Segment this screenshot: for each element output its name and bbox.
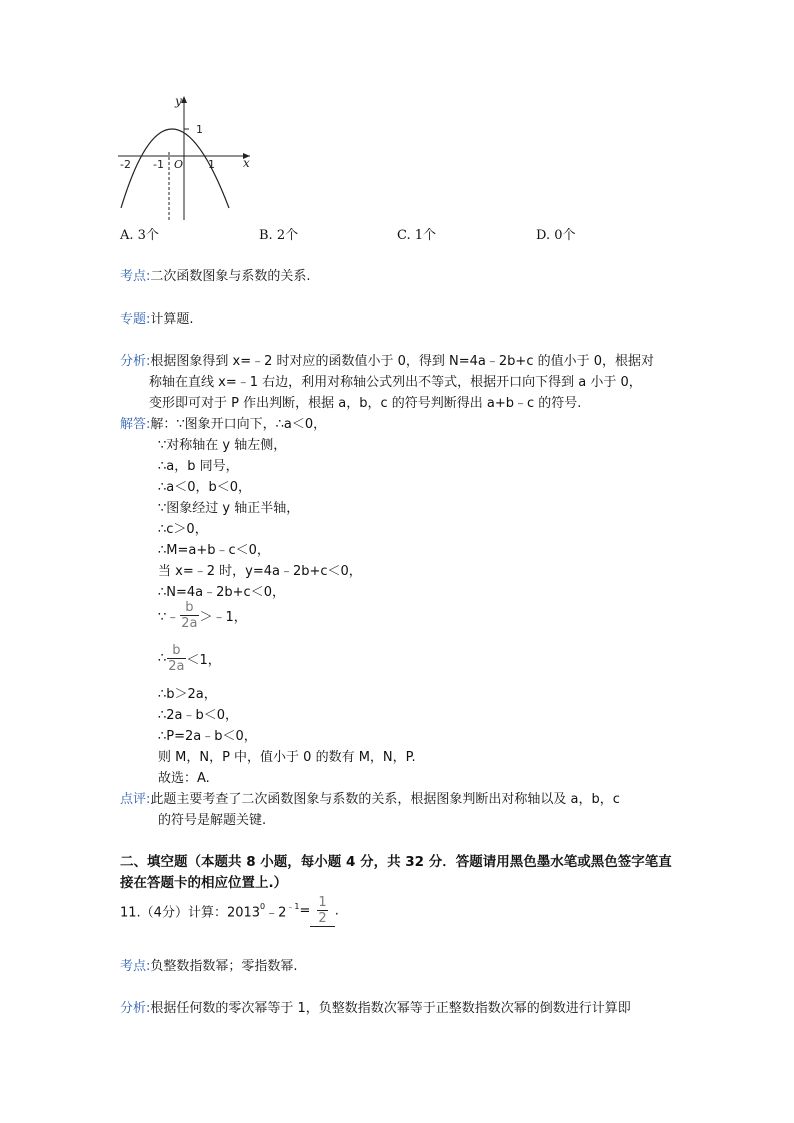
q11-stem bbox=[120, 895, 339, 927]
origin-label: O bbox=[174, 158, 184, 171]
q11-stem-eq: = bbox=[299, 903, 311, 919]
fraction-numerator: b bbox=[167, 643, 185, 659]
jieda-line-4: ∴a＜0，b＜0， bbox=[158, 480, 252, 495]
tick-label-neg1: -1 bbox=[153, 158, 164, 171]
option-c: C. 1个 bbox=[397, 228, 437, 243]
q11-sup-neg1: ﹣1 bbox=[286, 902, 300, 912]
parabola-graph bbox=[112, 90, 262, 222]
jieda-line-12: ∴b＞2a， bbox=[158, 687, 217, 702]
dianping-line-1: 此题主要考查了二次函数图象与系数的关系，根据图象判断出对称轴以及 a，b，c bbox=[150, 792, 620, 807]
tick-label-y1: 1 bbox=[196, 123, 203, 136]
y-axis-arrow bbox=[181, 96, 187, 103]
dianping-line-2: 的符号是解题关键. bbox=[158, 813, 267, 828]
fenxi-line-1: 根据图象得到 x=﹣2 时对应的函数值小于 0，得到 N=4a﹣2b+c 的值小于 0，根据对 bbox=[150, 354, 655, 369]
fraction-denominator: 2a bbox=[168, 659, 185, 674]
kaodian-text: 二次函数图象与系数的关系. bbox=[150, 269, 311, 284]
jieda-line-9: ∴N=4a﹣2b+c＜0， bbox=[158, 585, 285, 600]
q11-kaodian bbox=[120, 955, 298, 974]
fenxi-label: 分析: bbox=[120, 354, 151, 369]
jieda-line-16: 故选：A. bbox=[158, 771, 210, 786]
option-b: B. 2个 bbox=[259, 228, 299, 243]
option-a: A. 3个 bbox=[120, 228, 159, 243]
jieda-line-3: ∴a，b 同号， bbox=[158, 459, 239, 474]
q11-stem-end: . bbox=[334, 903, 339, 919]
jieda-line-6: ∴c＞0， bbox=[158, 522, 208, 537]
jieda-line-8: 当 x=﹣2 时，y=4a﹣2b+c＜0， bbox=[158, 564, 362, 579]
fraction-denominator: 2a bbox=[181, 616, 198, 631]
jieda-line-10 bbox=[158, 600, 247, 631]
jieda-11-pre: ∴ bbox=[158, 651, 167, 666]
q10-jieda bbox=[120, 413, 326, 432]
q10-kaodian bbox=[120, 265, 311, 284]
jieda-line-1: 解：∵图象开口向下，∴a＜0， bbox=[150, 417, 327, 432]
q11-kaodian-label: 考点: bbox=[120, 959, 151, 974]
jieda-line-14: ∴P=2a﹣b＜0， bbox=[158, 729, 257, 744]
answer-blank bbox=[310, 895, 334, 927]
q11-kaodian-text: 负整数指数幂；零指数幂. bbox=[150, 959, 298, 974]
fenxi-line-2: 称轴在直线 x=﹣1 右边，利用对称轴公式列出不等式，根据开口向下得到 a 小于 0， bbox=[149, 375, 642, 390]
q11-sup-0: 0 bbox=[260, 902, 266, 912]
q10-fenxi bbox=[120, 350, 654, 369]
jieda-line-11 bbox=[158, 643, 221, 674]
dianping-label: 点评: bbox=[120, 792, 151, 807]
fenxi-line-3: 变形即可对于 P 作出判断，根据 a，b，c 的符号判断得出 a+b﹣c 的符号. bbox=[149, 396, 582, 411]
section-2-heading-line-2: 接在答题卡的相应位置上.） bbox=[120, 875, 288, 891]
q11-fenxi-line-1: 根据任何数的零次幂等于 1，负整数指数次幂等于正整数指数次幂的倒数进行计算即 bbox=[150, 1001, 631, 1016]
jieda-label: 解答: bbox=[120, 417, 151, 432]
q11-fenxi bbox=[120, 997, 631, 1016]
answer-numerator: 1 bbox=[318, 895, 327, 910]
zhuanti-text: 计算题. bbox=[150, 312, 194, 327]
jieda-line-15: 则 M，N，P 中，值小于 0 的数有 M，N，P. bbox=[158, 750, 416, 765]
jieda-11-post: ＜1， bbox=[186, 653, 221, 668]
q11-stem-pre: 11.（4分）计算：2013 bbox=[120, 905, 261, 921]
kaodian-label: 考点: bbox=[120, 269, 151, 284]
answer-denominator: 2 bbox=[318, 911, 327, 926]
q11-stem-mid: ﹣2 bbox=[265, 905, 287, 921]
y-axis-label: y bbox=[175, 94, 182, 108]
jieda-line-2: ∵对称轴在 y 轴左侧， bbox=[158, 438, 287, 453]
fraction-numerator: b bbox=[180, 600, 198, 616]
jieda-10-pre: ∵﹣ bbox=[158, 610, 180, 625]
tick-label-x1: 1 bbox=[208, 158, 215, 171]
tick-label-neg2: -2 bbox=[120, 158, 131, 171]
option-d: D. 0个 bbox=[536, 228, 576, 243]
answer-fraction bbox=[317, 895, 327, 926]
jieda-10-post: ＞﹣1， bbox=[199, 610, 247, 625]
fraction-b-over-2a bbox=[180, 600, 198, 631]
jieda-line-5: ∵图象经过 y 轴正半轴， bbox=[158, 501, 300, 516]
q11-fenxi-label: 分析: bbox=[120, 1001, 151, 1016]
q10-dianping bbox=[120, 788, 620, 807]
jieda-line-7: ∴M=a+b﹣c＜0， bbox=[158, 543, 270, 558]
fraction-b-over-2a-2 bbox=[167, 643, 185, 674]
q10-zhuanti bbox=[120, 308, 194, 327]
zhuanti-label: 专题: bbox=[120, 312, 151, 327]
jieda-line-13: ∴2a﹣b＜0， bbox=[158, 708, 239, 723]
section-2-heading-line-1: 二、填空题（本题共 8 小题，每小题 4 分，共 32 分．答题请用黑色墨水笔或黑色签字笔直 bbox=[120, 854, 672, 870]
x-axis-label: x bbox=[243, 156, 250, 170]
